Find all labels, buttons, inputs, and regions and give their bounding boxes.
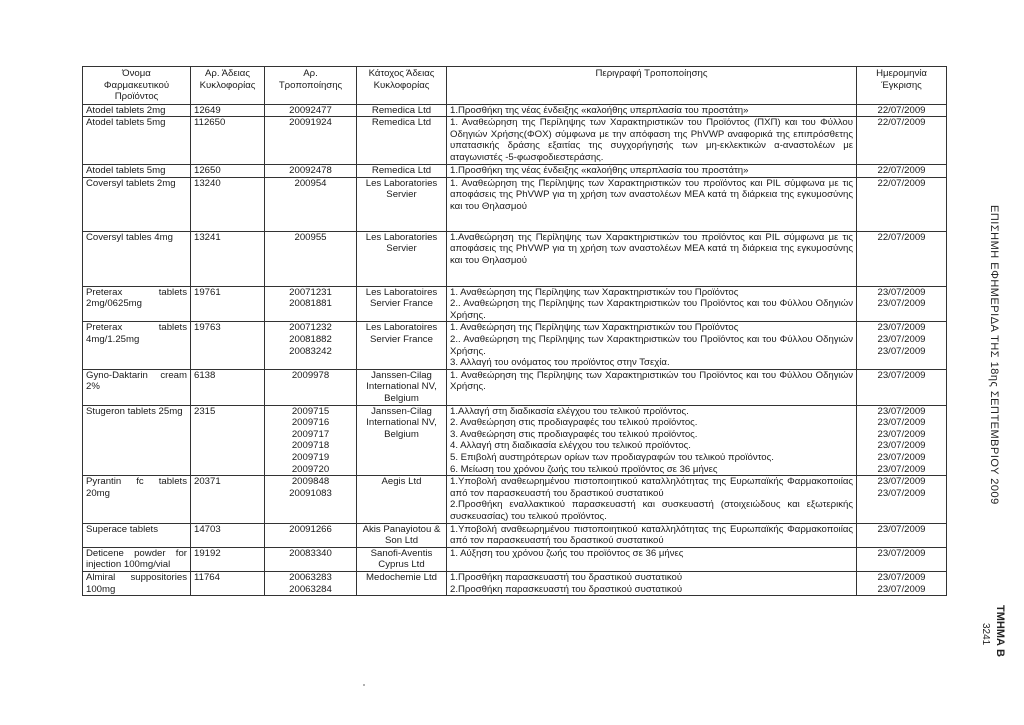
license-number-cell: 20371 [191,476,265,523]
modification-number: 20081881 [289,298,332,310]
product-name-cell: Preterax tablets 4mg/1.25mg [83,322,191,369]
license-holder-cell: Remedica Ltd [357,117,447,165]
license-number-cell: 13241 [191,231,265,286]
approval-date: 22/07/2009 [877,117,926,129]
modification-number: 20071232 [289,322,332,334]
modification-number: 20063284 [289,583,332,595]
modification-number-cell [265,405,357,476]
approval-date: 22/07/2009 [877,177,926,189]
approval-date-cell [857,322,947,369]
modification-number: 2009718 [291,440,330,452]
header-license-holder: Κάτοχος Άδειας Κυκλοφορίας [357,67,447,105]
license-holder-cell: Akis Panayiotou & Son Ltd [357,523,447,547]
modification-number-cell [265,286,357,322]
description-item: 2. Αναθεώρηση στις προδιαγραφές του τελικού προϊόντος. [450,417,698,429]
license-number-cell: 13240 [191,177,265,231]
description-cell [447,369,857,405]
license-holder-cell: Medochemie Ltd [357,571,447,595]
modification-number: 2009717 [291,428,330,440]
modification-number: 200954 [294,177,327,189]
approval-date: 23/07/2009 [877,476,926,488]
table-row [83,476,947,523]
product-name-cell: Gyno-Daktarin cream 2% [83,369,191,405]
license-holder-cell: Les Laboratoires Servier France [357,322,447,369]
description-item: 1. Αναθεώρηση της Περίληψης των Χαρακτηριστικών του Προϊόντος και του Φύλλου Οδηγιών Χρήσης. [450,369,853,393]
approval-date: 23/07/2009 [877,547,926,559]
license-holder-cell: Les Laboratories Servier [357,177,447,231]
approval-date-cell [857,117,947,165]
description-item: 1.Υποβολή αναθεωρημένου πιστοποιητικού καταλληλότητας της Ευρωπαϊκής Φαρμακοποιίας από τον παρασκευαστή του δραστικού συστατικού [450,523,853,547]
description-cell [447,177,857,231]
approval-date: 22/07/2009 [877,231,926,243]
approval-date-cell [857,405,947,476]
description-cell [447,117,857,165]
approval-date: 23/07/2009 [877,463,926,475]
description-item: 1. Αναθεώρηση της Περίληψης των Χαρακτηριστικών του Προϊόντος [450,286,739,298]
approval-date: 23/07/2009 [877,417,926,429]
license-holder-cell: Janssen-Cilag International NV, Belgium [357,369,447,405]
modification-number: 2009715 [291,405,330,417]
table-header-row [83,67,947,105]
description-item: 1. Αναθεώρηση της Περίληψης των Χαρακτηριστικών του Προϊόντος [450,322,739,334]
table-body [83,104,947,596]
modification-number: 2009848 [291,476,330,488]
gazette-title: ΕΠΙΣΗΜΗ ΕΦΗΜΕΡΙΔΑ ΤΗΣ 18ης ΣΕΠΤΕΜΒΡΙΟΥ 2009 [988,205,1000,505]
description-item: 1.Προσθήκη της νέας ένδειξης «καλοήθης υπερπλασία του προστάτη» [450,165,749,177]
description-item: 1. Αναθεώρηση της Περίληψης των Χαρακτηριστικών του προϊόντος και PIL σύμφωνα με τις αποφάσεις της PhVWP για τη χρήση των αναστολέων ΜΕΑ κατά τη διάρκεια της εγκυμοσύνης και του Θηλασμού [450,177,853,212]
description-item: 2.. Αναθεώρηση της Περίληψης των Χαρακτηριστικών του Προϊόντος και του Φύλλου Οδηγιών Χρήσης. [450,298,853,321]
section-label: ΤΜΗΜΑ Β [994,605,1006,657]
approval-date: 23/07/2009 [877,298,926,310]
description-item: 5. Επιβολή αυστηρότερων ορίων των προδιαγραφών του τελικού προϊόντος. [450,452,774,463]
modification-number: 20091266 [289,523,332,535]
modification-number: 200955 [294,231,327,243]
license-number-cell: 19763 [191,322,265,369]
approval-date: 23/07/2009 [877,405,926,417]
table-row [83,547,947,571]
approval-date-cell [857,286,947,322]
approval-date: 23/07/2009 [877,571,926,583]
modification-number-cell [265,104,357,117]
modification-number: 20091083 [289,487,332,499]
approval-date: 23/07/2009 [877,487,926,499]
modification-number: 20083242 [289,345,332,357]
approval-date: 23/07/2009 [877,523,926,535]
table-row [83,523,947,547]
modification-number: 2009720 [291,463,330,475]
modification-number-cell [265,547,357,571]
description-cell [447,405,857,476]
modification-number: 20092477 [289,104,332,116]
description-item: 2.Προσθήκη εναλλακτικού παρασκευαστή και συσκευαστή (στοιχειώδους και εξωτερικής συσκευασίας) του τελικού προϊόντος. [450,499,853,522]
approval-date-cell [857,369,947,405]
table-row [83,177,947,231]
modification-number: 2009719 [291,452,330,463]
approval-date: 23/07/2009 [877,440,926,452]
table-row [83,322,947,369]
license-number-cell: 12650 [191,165,265,178]
product-name-cell: Coversyl tables 4mg [83,231,191,286]
description-cell [447,476,857,523]
approval-date: 22/07/2009 [877,165,926,177]
approval-date-cell [857,177,947,231]
description-item: 2.Προσθήκη παρασκευαστή του δραστικού συστατικού [450,583,683,595]
description-item: 1.Προσθήκη παρασκευαστή του δραστικού συστατικού [450,571,683,583]
description-item: 1.Προσθήκη της νέας ένδειξης «καλοήθης υπερπλασία του προστάτη» [450,104,749,116]
description-cell [447,165,857,178]
table-row [83,571,947,595]
approval-date-cell [857,547,947,571]
table-row [83,165,947,178]
product-name-cell: Coversyl tablets 2mg [83,177,191,231]
table-row [83,231,947,286]
modification-number: 20092478 [289,165,332,177]
modification-number-cell [265,165,357,178]
description-item: 1. Αύξηση του χρόνου ζωής του προϊόντος σε 36 μήνες [450,547,684,559]
page-number: 3241 [980,623,991,646]
product-name-cell: Superace tablets [83,523,191,547]
product-name-cell: Stugeron tablets 25mg [83,405,191,476]
approval-date: 22/07/2009 [877,104,926,116]
license-holder-cell: Janssen-Cilag International NV, Belgium [357,405,447,476]
modification-number-cell [265,177,357,231]
approval-date-cell [857,571,947,595]
license-number-cell: 11764 [191,571,265,595]
product-name-cell: Atodel tablets 5mg [83,165,191,178]
table-row [83,117,947,165]
description-item: 4. Αλλαγή στη διαδικασία ελέγχου του τελικού προϊόντος. [450,440,691,452]
license-number-cell: 6138 [191,369,265,405]
modification-number: 2009978 [291,369,330,381]
description-item: 6. Μείωση του χρόνου ζωής του τελικού προϊόντος σε 36 μήνες [450,463,718,475]
description-item: 3. Αλλαγή του ονόματος του προϊόντος στην Τσεχία. [450,357,670,369]
approval-date-cell [857,523,947,547]
modification-number-cell [265,322,357,369]
description-item: 3. Αναθεώρηση στις προδιαγραφές του τελικού προϊόντος. [450,428,698,440]
modification-number: 20083340 [289,547,332,559]
approval-date: 23/07/2009 [877,322,926,334]
header-product-name: Όνομα Φαρμακευτικού Προϊόντος [83,67,191,105]
description-item: 2.. Αναθεώρηση της Περίληψης των Χαρακτηριστικών του Προϊόντος και του Φύλλου Οδηγιών Χρήσης. [450,334,853,357]
modification-number: 20063283 [289,571,332,583]
approval-date-cell [857,165,947,178]
description-cell [447,104,857,117]
description-cell [447,231,857,286]
license-number-cell: 2315 [191,405,265,476]
approval-date: 23/07/2009 [877,583,926,595]
approval-date: 23/07/2009 [877,286,926,298]
license-holder-cell: Remedica Ltd [357,104,447,117]
license-number-cell: 19761 [191,286,265,322]
approval-date: 23/07/2009 [877,345,926,357]
approval-date-cell [857,476,947,523]
modification-number: 20091924 [289,117,332,129]
header-approval-date: Ημερομηνία Έγκρισης [857,67,947,105]
product-name-cell: Deticene powder for injection 100mg/vial [83,547,191,571]
modification-number: 2009716 [291,417,330,429]
table-row [83,104,947,117]
description-item: 1.Υποβολή αναθεωρημένου πιστοποιητικού καταλληλότητας της Ευρωπαϊκής Φαρμακοποιίας από τον παρασκευαστή του δραστικού συστατικού [450,476,853,499]
license-holder-cell: Aegis Ltd [357,476,447,523]
table-row [83,405,947,476]
modification-number: 20081882 [289,334,332,346]
description-cell [447,523,857,547]
product-name-cell: Preterax tablets 2mg/0625mg [83,286,191,322]
license-number-cell: 19192 [191,547,265,571]
product-name-cell: Pyrantin fc tablets 20mg [83,476,191,523]
license-number-cell: 112650 [191,117,265,165]
description-cell [447,286,857,322]
description-cell [447,322,857,369]
license-holder-cell: Les Laboratories Servier [357,231,447,286]
description-item: 1. Αναθεώρηση της Περίληψης των Χαρακτηριστικών του Προϊόντος (ΠΧΠ) και του Φύλλου Οδηγιών Χρήσης(ΦΟΧ) σύμφωνα με την απόφαση της PhVWP αναφορικά της επιπρόσθετης υπατασικής δράσης εξαιτίας της συγχορήγησής των μη-εκλεκτικών α-αναστολέων με αταγωνιστές -5-φωσφοδιεστεράσης. [450,117,853,163]
description-item: 1.Αναθεώρηση της Περίληψης των Χαρακτηριστικών του προϊόντος και PIL σύμφωνα με τις αποφάσεις της PhVWP για τη χρήση των αναστολέων ΜΕΑ κατά τη διάρκεια της εγκυμοσύνης και του Θηλασμού [450,231,853,266]
approval-date: 23/07/2009 [877,452,926,463]
approval-date: 23/07/2009 [877,369,926,381]
license-holder-cell: Remedica Ltd [357,165,447,178]
header-description: Περιγραφή Τροποποίησης [447,67,857,105]
modification-number-cell [265,231,357,286]
table-row [83,369,947,405]
product-name-cell: Atodel tablets 5mg [83,117,191,165]
table-row [83,286,947,322]
modification-number: 20071231 [289,286,332,298]
modification-number-cell [265,571,357,595]
license-holder-cell: Sanofi-Aventis Cyprus Ltd [357,547,447,571]
license-number-cell: 12649 [191,104,265,117]
approval-date-cell [857,231,947,286]
approval-date: 23/07/2009 [877,428,926,440]
product-name-cell: Atodel tablets 2mg [83,104,191,117]
approval-date: 23/07/2009 [877,334,926,346]
approval-date-cell [857,104,947,117]
product-name-cell: Almiral suppositories 100mg [83,571,191,595]
modification-number-cell [265,369,357,405]
modification-number-cell [265,117,357,165]
scan-speck [363,684,365,686]
license-number-cell: 14703 [191,523,265,547]
modification-number-cell [265,523,357,547]
description-item: 1.Αλλαγή στη διαδικασία ελέγχου του τελικού προϊόντος. [450,405,689,417]
header-modification-number: Αρ. Τροποποίησης [265,67,357,105]
description-cell [447,547,857,571]
description-cell [447,571,857,595]
modification-number-cell [265,476,357,523]
license-holder-cell: Les Laboratoires Servier France [357,286,447,322]
modifications-table [82,66,947,596]
header-license-number: Αρ. Άδειας Κυκλοφορίας [191,67,265,105]
